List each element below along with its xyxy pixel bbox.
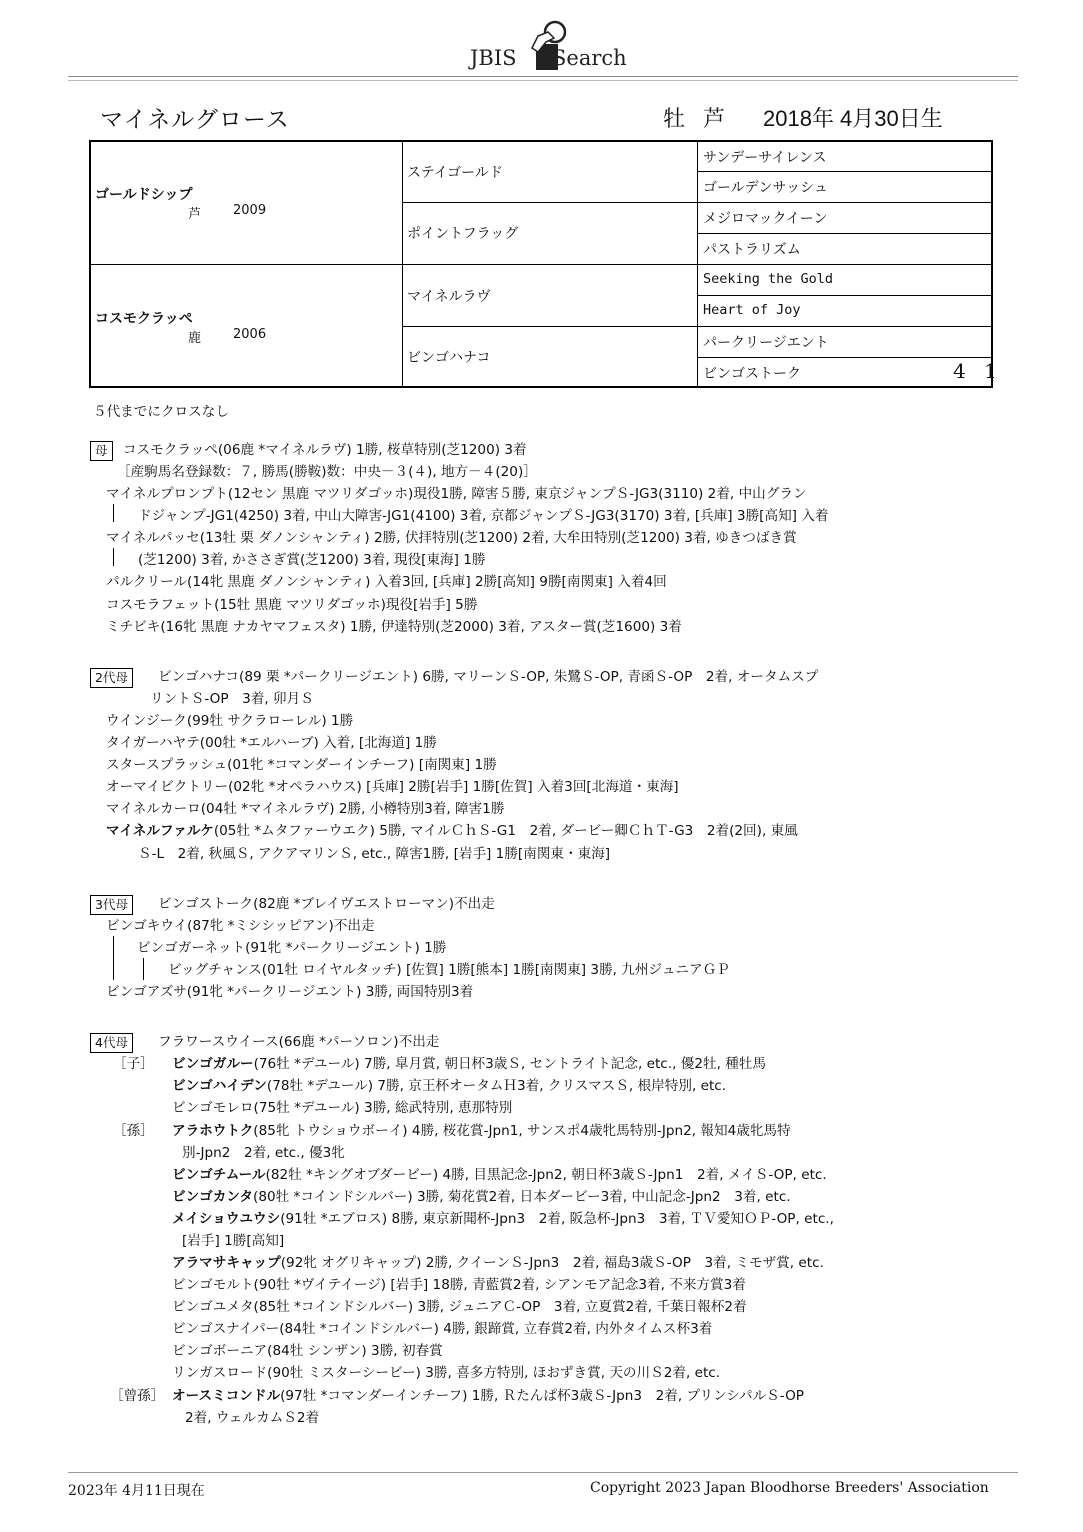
pedigree-number: 4 1 [953,359,1003,383]
ped-g2-4: ビンゴハナコ [407,350,491,366]
footer-copyright: Copyright 2023 Japan Bloodhorse Breeders' Association [590,1480,989,1496]
g3-line: ビンゴアズサ(91牝 *パークリージエント) 3勝, 両国特別3着 [106,984,474,1000]
ped-divider [402,202,993,203]
g2-line: スタースプラッシュ(01牝 *コマンダーインチーフ) [南関東] 1勝 [106,757,497,773]
g4-label-grandchild: ［孫］ [113,1123,154,1139]
horse-color: 芦 [703,107,726,132]
g4-row [172,1122,791,1140]
horse-record: 2着, ウェルカムＳ2着 [185,1410,320,1426]
dam-line: パルクリール(14牝 黒鹿 ダノンシャンティ) 入着3回, [兵庫] 2勝[高知] 9勝[南関東] 入着4回 [106,574,667,590]
g4-row [172,1077,726,1095]
horse-sex: 牡 [663,107,686,132]
ped-g2-1: ステイゴールド [407,165,503,181]
horse-record: (85牝 トウショウボーイ) 4勝, 桜花賞-Jpn1, サンスポ4歳牝馬特別-Jpn2, 報知4歳牝馬特 [253,1123,791,1139]
g4-row [172,1298,747,1316]
g4-row [172,1099,512,1117]
dam-year: 2006 [233,327,267,342]
horse-record: (76牡 *デユール) 7勝, 皐月賞, 朝日杯3歳Ｓ, セントライト記念, etc., 優2牡, 種牡馬 [253,1056,766,1072]
ped-g2-3: マイネルラヴ [407,289,491,305]
pedigree-table [89,140,1003,388]
ped-g3-3: メジロマックイーン [703,211,828,227]
g4-row [172,1387,804,1405]
logo-text-jbis: JBIS [470,46,517,70]
logo-text-search: Search [552,46,627,70]
g2-line: マイネルカーロ(04牡 *マイネルラヴ) 2勝, 小樽特別3着, 障害1勝 [106,801,505,817]
dam-line: ［産駒馬名登録数：７, 勝馬(勝鞍)数：中央－３(４), 地方－４(20)］ [117,464,537,480]
g2-line [106,822,798,840]
continuation-bar [113,936,114,980]
ped-divider [697,233,993,234]
dam-color: 鹿 [188,331,202,346]
g4-row [172,1188,791,1206]
ped-g3-6: Heart of Joy [703,302,801,318]
g3-line: ビンゴキウイ(87牝 *ミシシッピアン)不出走 [106,918,375,934]
section-tag-2nd-dam: 2代母 [90,668,133,688]
g4-row [172,1320,712,1338]
ped-divider [402,326,993,327]
horse-record: ビンゴモレロ(75牡 *デユール) 3勝, 総武特別, 恵那特別 [172,1100,513,1116]
dam-line: マイネルプロンプト(12セン 黒鹿 マツリダゴッホ)現役1勝, 障害５勝, 東京ジャンプＳ-JG3(3110) 2着, 中山グラン [106,486,807,502]
horse-record: リンガスロード(90牡 ミスターシービー) 3勝, 喜多方特別, ほおずき賞, 天の川Ｓ2着, etc. [172,1365,721,1381]
g4-label-child: ［子］ [113,1056,154,1072]
g4-head: フラワースウイース(66鹿 *パーソロン)不出走 [158,1034,440,1050]
ped-g2-2: ポイントフラッグ [407,226,519,242]
horse-record: ビンゴボーニア(84牡 シンザン) 3勝, 初春賞 [172,1343,443,1359]
section-tag-dam: 母 [90,441,113,461]
ped-divider [697,171,993,172]
horse-record: (82牡 *キングオブダービー) 4勝, 目黒記念-Jpn2, 朝日杯3歳Ｓ-Jpn1 2着, メイＳ-OP, etc. [265,1167,827,1183]
horse-name-bold: マイネルファルケ [106,823,214,839]
g2-line: Ｓ-L 2着, 秋風Ｓ, アクアマリンＳ, etc., 障害1勝, [岩手] 1勝[南関東・東海] [138,846,611,862]
g4-row [172,1166,827,1184]
sire-color: 芦 [188,207,202,222]
horse-birthdate: 2018年 4月30日生 [763,106,943,131]
g4-row [172,1055,766,1073]
horse-record: (91牡 *エブロス) 8勝, 東京新聞杯-Jpn3 2着, 阪急杯-Jpn3 3着, ＴＶ愛知ＯＰ-OP, etc., [280,1211,834,1227]
g4-row [172,1210,834,1228]
horse-record: 別-Jpn2 2着, etc., 優3牝 [182,1145,345,1161]
dam-line: ドジャンプ-JG1(4250) 3着, 中山大障害-JG1(4100) 3着, 京都ジャンプＳ-JG3(3170) 3着, [兵庫] 3勝[高知] 入着 [138,508,829,524]
g4-row [172,1364,720,1382]
g2-line: ビンゴハナコ(89 栗 *パークリージエント) 6勝, マリーンＳ-OP, 朱鷺Ｓ-OP, 青函Ｓ-OP 2着, オータムスプ [158,669,819,685]
g4-row [185,1409,319,1427]
dam-name: コスモクラッペ [95,311,193,327]
g3-line: ビッグチャンス(01牡 ロイヤルタッチ) [佐賀] 1勝[熊本] 1勝[南関東] 3勝, 九州ジュニアＧＰ [168,962,730,978]
g4-label-great-grandchild: ［曾孫］ [110,1388,165,1404]
horse-name: マイネルグロース [100,107,290,133]
cross-note: ５代までにクロスなし [93,404,229,420]
g2-line: オーマイビクトリー(02牝 *オペラハウス) [兵庫] 2勝[岩手] 1勝[佐賀] 入着3回[北海道・東海] [106,779,679,795]
horse-record: [岩手] 1勝[高知] [182,1233,285,1249]
ped-g3-7: パークリージエント [703,335,829,351]
ped-g3-8: ビンゴストーク [703,366,801,382]
horse-record: ビンゴスナイパー(84牡 *コインドシルバー) 4勝, 銀蹄賞, 立春賞2着, 内外タイムス杯3着 [172,1321,713,1337]
g4-row [172,1342,443,1360]
horse-name-bold: ビンゴカンタ [172,1189,254,1205]
g4-row [172,1276,746,1294]
g2-line: リントＳ-OP 3着, 卯月Ｓ [150,691,314,707]
g4-row [182,1232,284,1250]
continuation-bar [143,958,144,980]
header-rule [68,76,1018,77]
g2-line: タイガーハヤテ(00牡 *エルハーブ) 入着, [北海道] 1勝 [106,735,437,751]
ped-g3-2: ゴールデンサッシュ [703,180,828,196]
section-tag-3rd-dam: 3代母 [90,895,133,915]
horse-name-bold: メイショウユウシ [172,1211,281,1227]
dam-line: コスモラフェット(15牡 黒鹿 マツリダゴッホ)現役[岩手] 5勝 [106,597,478,613]
dam-line: コスモクラッペ(06鹿 *マイネルラヴ) 1勝, 桜草特別(芝1200) 3着 [123,442,527,458]
horse-record: ビンゴモルト(90牡 *ヴイテイージ) [岩手] 18勝, 青藍賞2着, シアンモア記念3着, 不来方賞3着 [172,1277,746,1293]
horse-record: (80牡 *コインドシルバー) 3勝, 菊花賞2着, 日本ダービー3着, 中山記念-Jpn2 3着, etc. [253,1189,791,1205]
g3-line: ビンゴストーク(82鹿 *ブレイヴエストローマン)不出走 [158,896,495,912]
horse-name-bold: アラマサキャップ [172,1255,281,1271]
horse-record: ビンゴユメタ(85牡 *コインドシルバー) 3勝, ジュニアＣ-OP 3着, 立夏賞2着, 千葉日報杯2着 [172,1299,747,1315]
horse-name-bold: アラホウトク [172,1123,254,1139]
g2-line: ウインジーク(99牡 サクラローレル) 1勝 [106,713,354,729]
footer-date: 2023年 4月11日現在 [68,1483,205,1499]
g4-row [172,1254,824,1272]
ped-divider [91,264,993,265]
horse-record: (92牝 オグリキャップ) 2勝, クイーンＳ-Jpn3 2着, 福島3歳Ｓ-OP 3着, ミモザ賞, etc. [280,1255,824,1271]
horse-name-bold: ビンゴチムール [172,1167,266,1183]
jbis-search-logo [470,14,635,74]
header-rule-2 [68,80,1018,81]
continuation-bar [113,548,114,566]
ped-g3-5: Seeking the Gold [703,271,834,287]
ped-g3-1: サンデーサイレンス [703,150,827,166]
sire-name: ゴールドシップ [95,187,193,203]
horse-name-bold: ビンゴハイデン [172,1078,267,1094]
horse-record: (05牡 *ムタファーウエク) 5勝, マイルＣｈＳ-G1 2着, ダービー卿ＣｈＴ-G3 2着(2回), 東風 [213,823,798,839]
horse-name-bold: ビンゴガルー [172,1056,254,1072]
continuation-bar [113,504,114,522]
ped-g3-4: パストラリズム [703,242,801,258]
horse-record: (97牡 *コマンダーインチーフ) 1勝, Ｒたんぱ杯3歳Ｓ-Jpn3 2着, プリンシパルＳ-OP [280,1388,804,1404]
footer-rule [68,1472,1018,1473]
ped-divider [697,357,993,358]
dam-line: マイネルパッセ(13牡 栗 ダノンシャンティ) 2勝, 伏拝特別(芝1200) 2着, 大牟田特別(芝1200) 3着, ゆきつばき賞 [106,530,797,546]
sire-year: 2009 [233,203,267,218]
g4-row [182,1144,345,1162]
dam-line: ミチビキ(16牝 黒鹿 ナカヤマフェスタ) 1勝, 伊達特別(芝2000) 3着, アスター賞(芝1600) 3着 [106,619,682,635]
ped-divider [697,295,993,296]
g3-line: ビンゴガーネット(91牝 *パークリージエント) 1勝 [137,940,447,956]
horse-name-bold: オースミコンドル [172,1388,281,1404]
horse-record: (78牡 *デユール) 7勝, 京王杯オータムＨ3着, クリスマスＳ, 根岸特別, etc. [266,1078,727,1094]
dam-line: (芝1200) 3着, かささぎ賞(芝1200) 3着, 現役[東海] 1勝 [138,552,486,568]
section-tag-4th-dam: 4代母 [90,1033,133,1053]
